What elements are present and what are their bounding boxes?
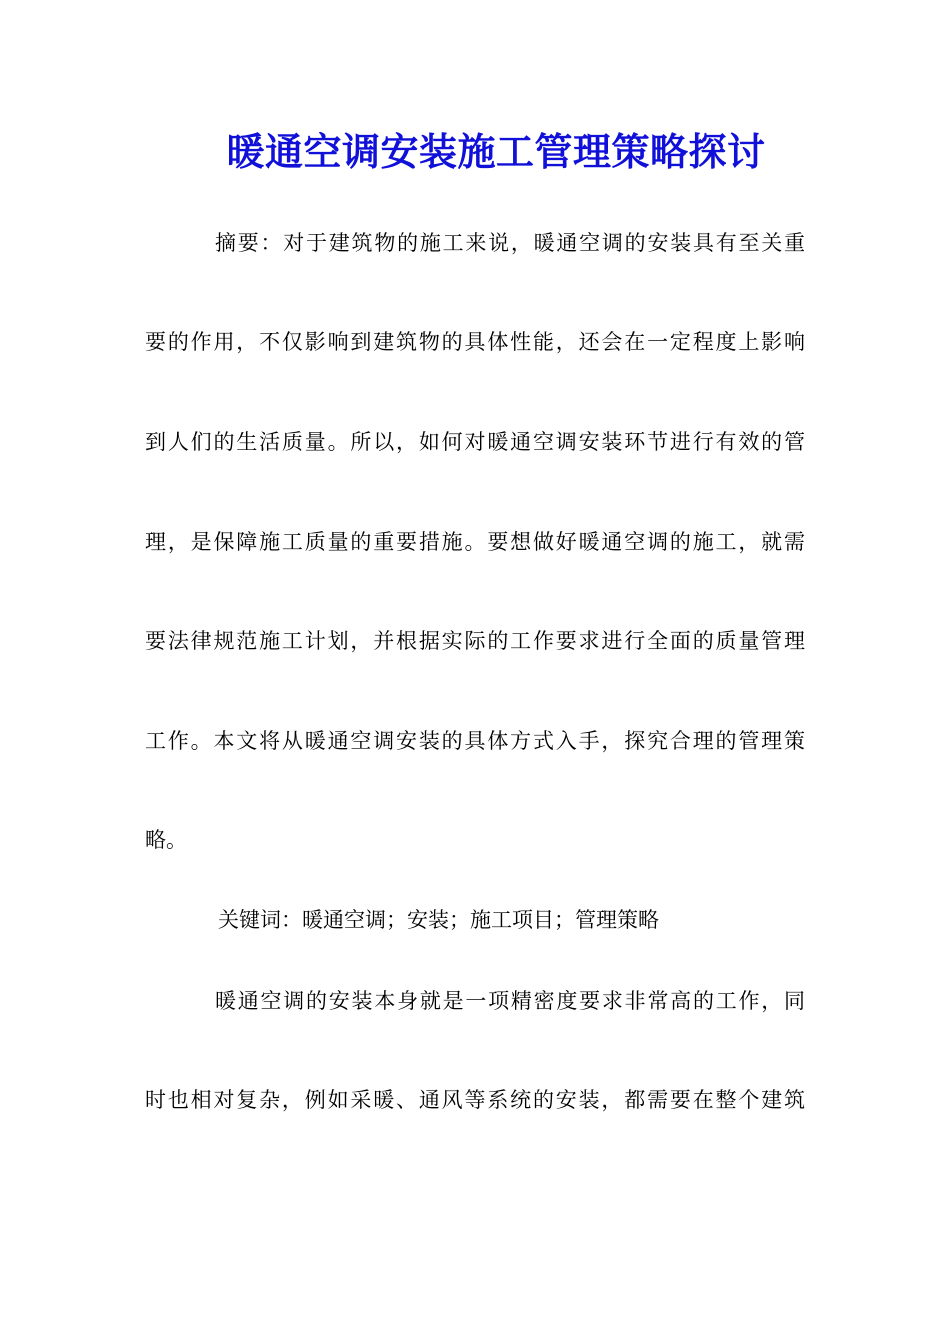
document-title: 暖通空调安装施工管理策略探讨 bbox=[226, 129, 766, 174]
abstract-line: 摘要：对于建筑物的施工来说，暖通空调的安装具有至关重 bbox=[215, 231, 805, 255]
abstract-line: 要法律规范施工计划，并根据实际的工作要求进行全面的质量管理 bbox=[145, 629, 805, 653]
abstract-line: 到人们的生活质量。所以，如何对暖通空调安装环节进行有效的管 bbox=[145, 430, 805, 454]
body-line: 时也相对复杂，例如采暖、通风等系统的安装，都需要在整个建筑 bbox=[145, 1088, 805, 1112]
abstract-line: 理，是保障施工质量的重要措施。要想做好暖通空调的施工，就需 bbox=[145, 530, 805, 554]
abstract-line: 工作。本文将从暖通空调安装的具体方式入手，探究合理的管理策 bbox=[145, 729, 805, 753]
keywords-line: 关键词：暖通空调；安装；施工项目；管理策略 bbox=[218, 908, 659, 932]
body-line: 暖通空调的安装本身就是一项精密度要求非常高的工作，同 bbox=[215, 989, 805, 1013]
abstract-line: 要的作用，不仅影响到建筑物的具体性能，还会在一定程度上影响 bbox=[145, 330, 805, 354]
abstract-line: 略。 bbox=[145, 828, 187, 852]
